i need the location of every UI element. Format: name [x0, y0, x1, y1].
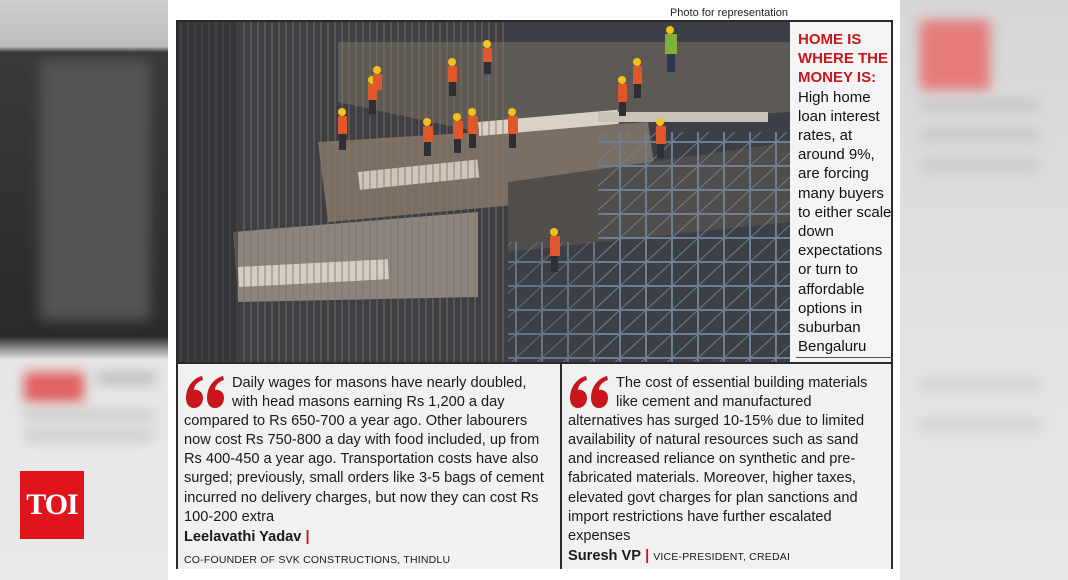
blurred-background-right: [900, 0, 1068, 580]
speaker-role-left: CO-FOUNDER OF SVK CONSTRUCTIONS, THINDLU: [184, 553, 451, 566]
quote-mark-icon: [184, 374, 228, 410]
sidebar-blurb: [798, 30, 893, 356]
photo-caption: Photo for representation: [669, 7, 788, 19]
article-frame: [176, 20, 893, 569]
separator-bar: |: [645, 547, 650, 564]
sidebar-divider: [796, 357, 893, 358]
sidebar-body: High home loan interest rates, at around 9%, are forcing many buyers to either scale down expectations or turn to affordable options in suburban Bengaluru: [798, 88, 892, 356]
construction-photo: [178, 22, 790, 362]
quote-box-left: [178, 364, 562, 569]
sidebar-headline: HOME IS WHERE THE MONEY IS:: [798, 31, 888, 87]
quote-box-right: [562, 364, 891, 569]
quotes-section: [178, 362, 891, 569]
quote-mark-icon: [568, 374, 612, 410]
quote-text-left: Daily wages for masons have nearly doubled, with head masons earning Rs 1,200 a day compared to Rs 650-700 a year ago. Other labourers now cost Rs 750-800 a day with food included, up from Rs 400-450 a year ago. Transportation costs have also surged; previously, small orders like 3-5 bags of cement incurred no delivery charges, but now they can cost Rs 100-200 extra: [184, 375, 544, 525]
separator-bar: |: [305, 528, 310, 545]
quote-text-right: The cost of essential building materials like cement and manufactured alternatives has surged 10-15% due to limited availability of natural resources such as sand and increased reliance on synthetic and pre-fabricated materials. Moreover, higher taxes, elevated govt charges for plan sanctions and import restrictions have further escalated expenses: [568, 375, 868, 544]
speaker-role-right: VICE-PRESIDENT, CREDAI: [653, 550, 791, 563]
article-card: [168, 0, 900, 580]
construction-site-illustration: [178, 22, 790, 362]
speaker-name-right: Suresh VP: [568, 547, 641, 564]
toi-logo[interactable]: TOI: [20, 471, 84, 539]
speaker-name-left: Leelavathi Yadav: [184, 528, 302, 545]
